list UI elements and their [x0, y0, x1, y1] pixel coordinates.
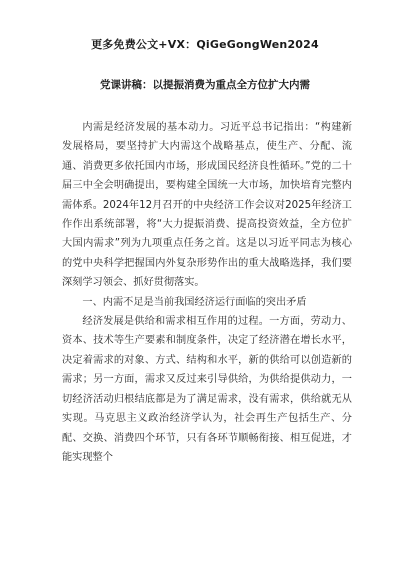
intro-paragraph: 内需是经济发展的基本动力。习近平总书记指出：“构建新发展格局，要坚持扩大内需这个战略基点，使生产、分配、流通、消费更多依托国内市场，形成国民经济良性循环。”党的二十届三中全会明确提出，要构建全国统一大市场，加快培育完整内需体系。2024年12月召开的中央经济工作会议对2025年经济工作作出系统部署，将“大力提振消费、提高投资效益，全方位扩大国内需求”列为九项重点任务之首。这是以习近平同志为核心的党中央科学把握国内外复杂形势作出的重大战略选择，我们要深刻学习领会、抓好贯彻落实。 — [62, 122, 352, 289]
document-body — [62, 118, 352, 467]
promo-banner: 更多免费公文+VX：QiGeGongWen2024 — [91, 38, 319, 51]
section-heading: 一、内需不足是当前我国经济运行面临的突出矛盾 — [82, 296, 307, 308]
document-title: 党课讲稿：以提振消费为重点全方位扩大内需 — [100, 79, 310, 91]
section-paragraph: 经济发展是供给和需求相互作用的过程。一方面，劳动力、资本、技术等生产要素和制度条件，决定了经济潜在增长水平，决定着需求的对象、方式、结构和水平，新的供给可以创造新的需求；另一方面，需求又反过来引导供给，为供给提供动力，一切经济活动归根结底都是为了满足需求，没有需求，供给就无从实现。马克思主义政治经济学认为，社会再生产包括生产、分配、交换、消费四个环节，只有各环节顺畅衔接、相互促进，才能实现整个 — [62, 316, 352, 463]
